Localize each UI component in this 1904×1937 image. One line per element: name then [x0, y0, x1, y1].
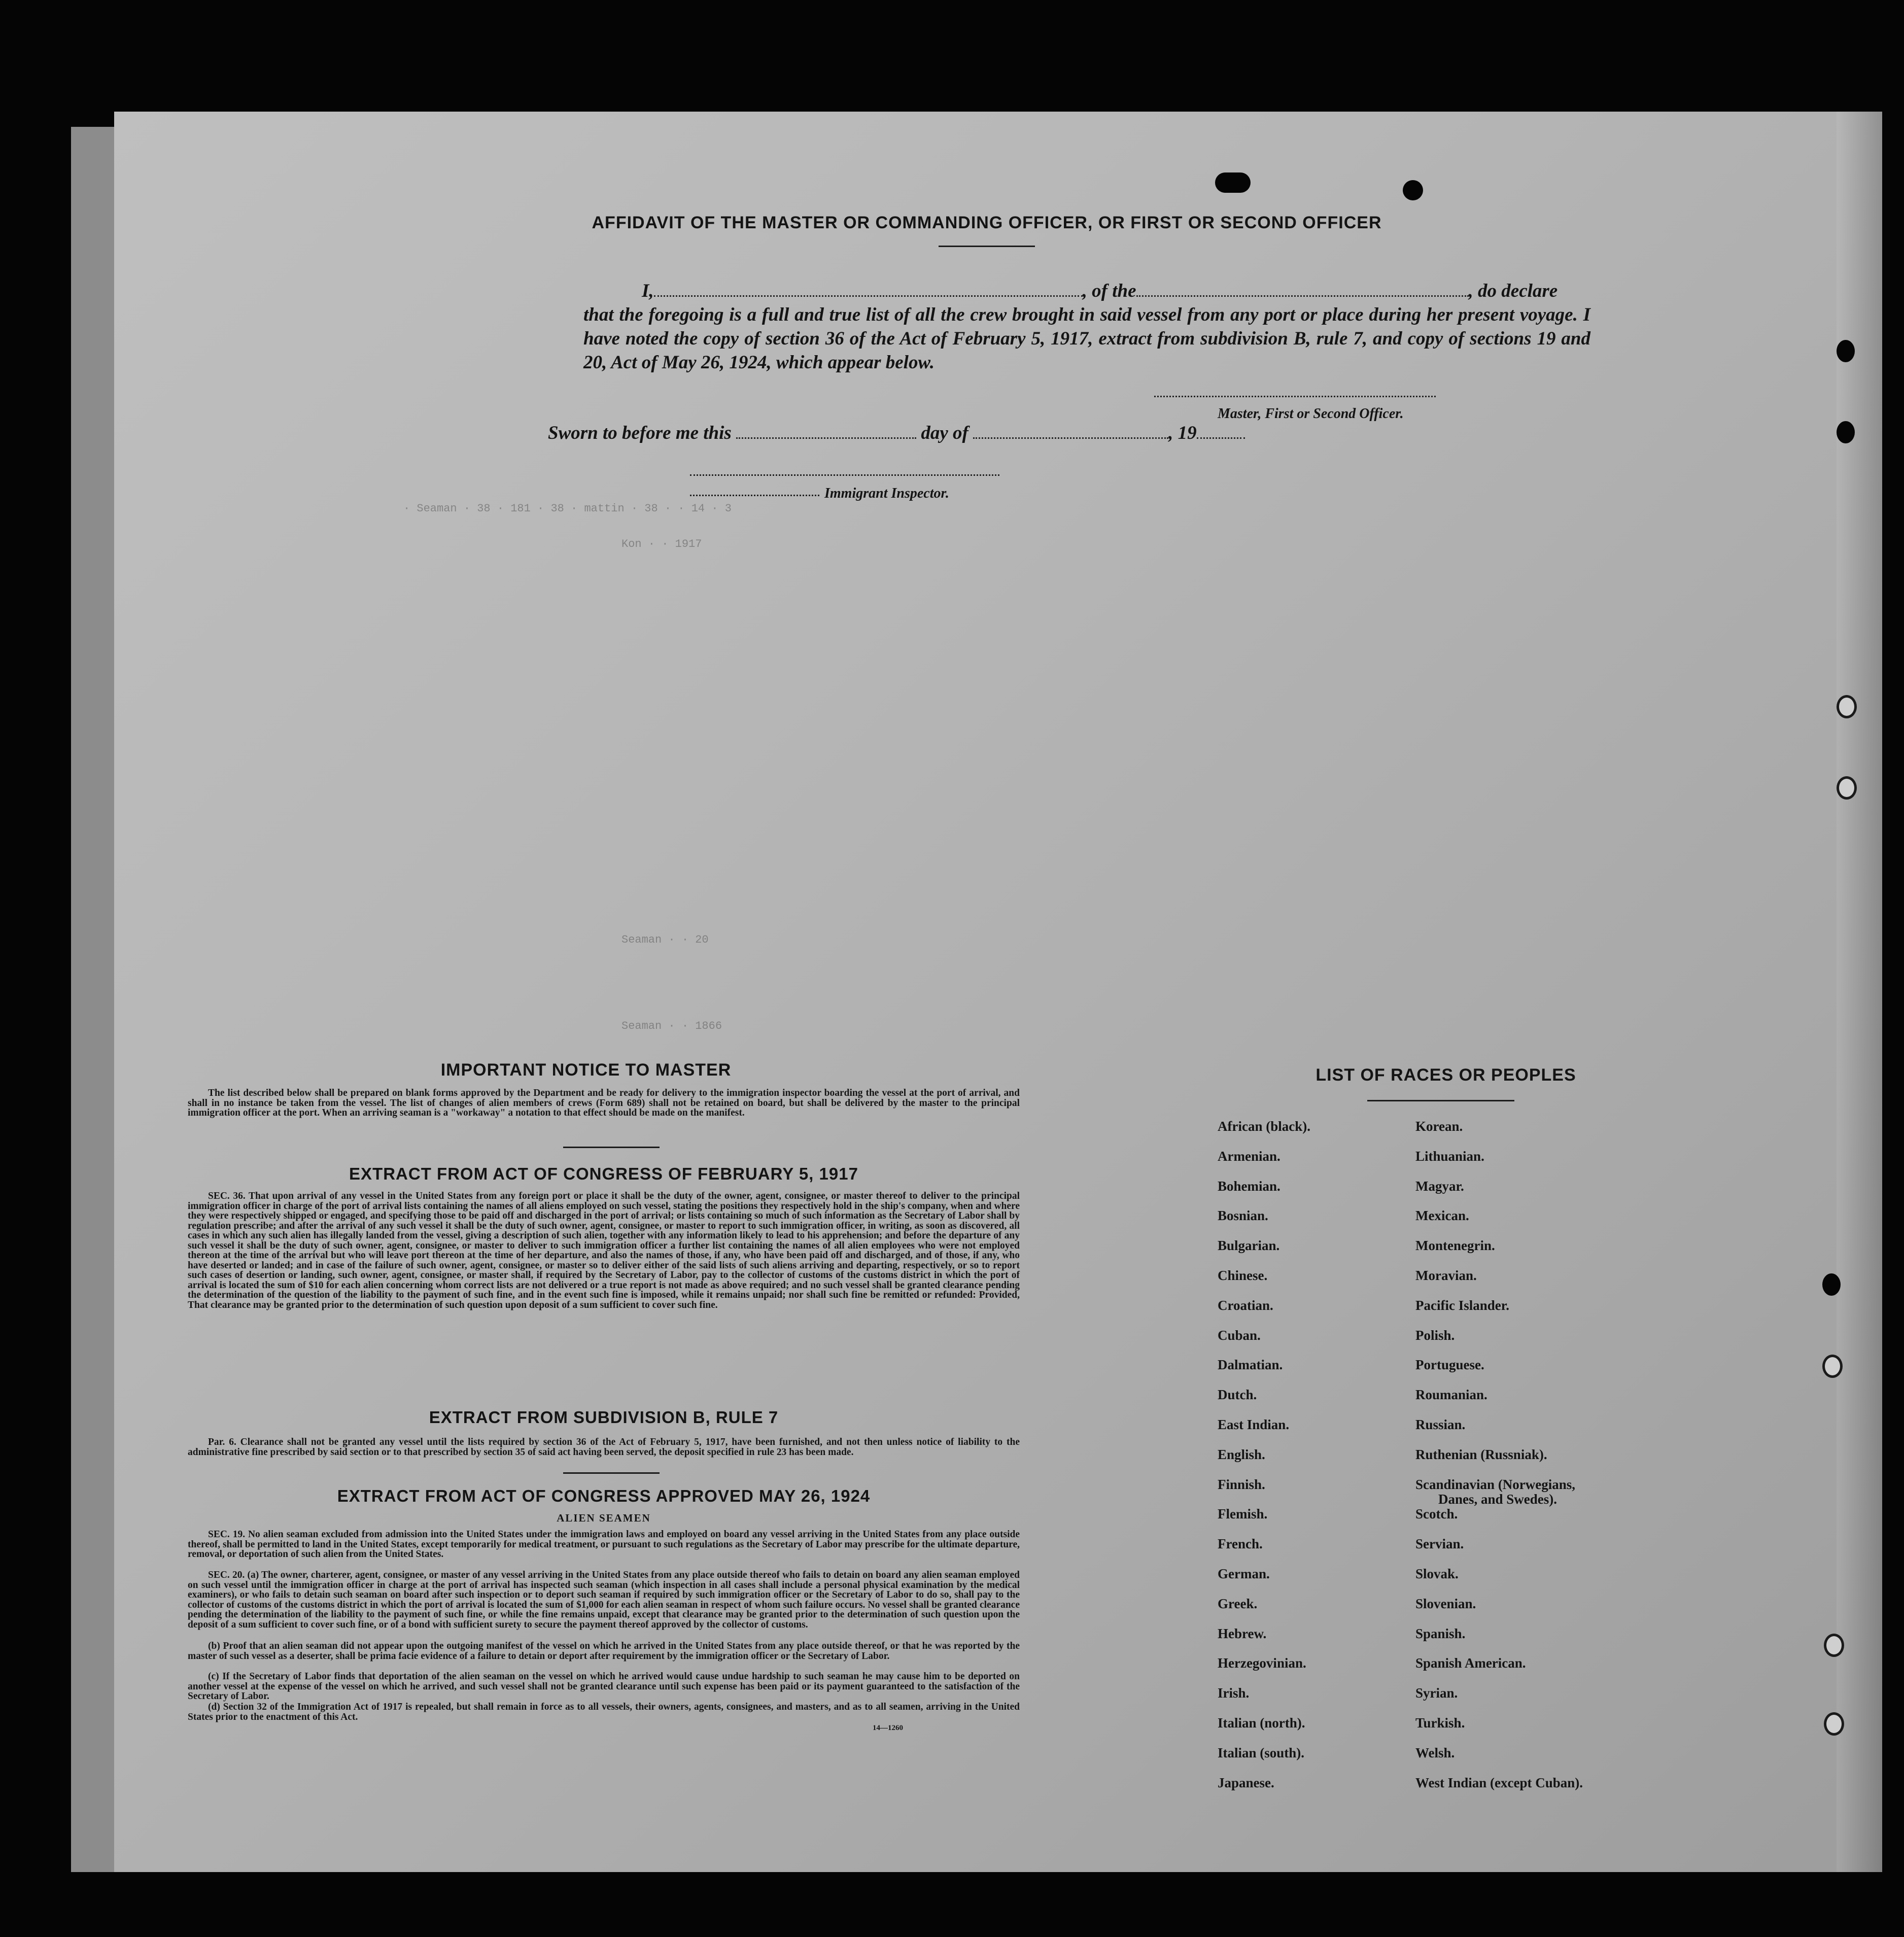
extract-1917-title: EXTRACT FROM ACT OF CONGRESS OF FEBRUARY 5, 1917 — [349, 1164, 858, 1183]
extract-rule7-title: EXTRACT FROM SUBDIVISION B, RULE 7 — [429, 1408, 779, 1427]
race-item: Bosnian. — [1218, 1208, 1268, 1224]
race-item: Korean. — [1415, 1119, 1463, 1134]
race-item: Italian (south). — [1218, 1745, 1305, 1760]
sec20b-body: (b) Proof that an alien seaman did not appear upon the outgoing manifest of the vessel on which he arrived in the United States from any place outside thereof, or that he was reported by the master of such vessel as a deserter, shall be prima facie evidence of a failure to detain or deport after requirement by the immigration officer or the Secretary of Labor. — [188, 1641, 1020, 1662]
race-item: Russian. — [1415, 1417, 1466, 1432]
race-item: Armenian. — [1218, 1148, 1280, 1164]
punch-hole — [1824, 1712, 1844, 1736]
race-item: Chinese. — [1218, 1268, 1268, 1283]
race-item: Japanese. — [1218, 1775, 1274, 1790]
race-item: Pacific Islander. — [1415, 1297, 1509, 1313]
master-signature-line[interactable] — [1154, 396, 1436, 397]
punch-hole — [1837, 421, 1855, 443]
race-item: Dalmatian. — [1218, 1357, 1283, 1373]
race-item: Cuban. — [1218, 1327, 1261, 1343]
race-item: Croatian. — [1218, 1297, 1273, 1313]
race-item: Flemish. — [1218, 1506, 1268, 1522]
affidavit-title: AFFIDAVIT OF THE MASTER OR COMMANDING OFFICER, OR FIRST OR SECOND OFFICER — [592, 213, 1382, 232]
races-title: LIST OF RACES OR PEOPLES — [1316, 1065, 1576, 1085]
race-item: Dutch. — [1218, 1387, 1257, 1403]
race-item: African (black). — [1218, 1119, 1310, 1134]
race-item: Turkish. — [1415, 1715, 1465, 1731]
race-item: Spanish. — [1415, 1625, 1466, 1641]
alien-seamen-subtitle: ALIEN SEAMEN — [557, 1512, 651, 1524]
inspector-signature-line[interactable] — [690, 474, 999, 476]
year-field[interactable] — [1197, 422, 1245, 439]
punch-hole — [1403, 180, 1423, 200]
punch-hole — [1837, 776, 1857, 800]
race-item: Montenegrin. — [1415, 1238, 1495, 1254]
extract-rule7-body: Par. 6. Clearance shall not be granted any vessel until the lists required by section 36 of the Act of February 5, 1917, have been furnished, and not then unless notice of liability to the administrative fine prescribed by said section or to that prescribed by section 35 of said act having been served, the deposit specified in rule 23 has been made. — [188, 1437, 1020, 1458]
month-field[interactable] — [973, 422, 1168, 439]
sec19-body: SEC. 19. No alien seaman excluded from admission into the United States under the immigration laws and employed on board any vessel arriving in the United States from any place outside thereof, shall be permitted to land in the United States, except temporarily for medical treatment, or pursuant to such regulations as the Secretary of Labor may prescribe for the ultimate departure, removal, or deportation of such alien from the United States. — [188, 1529, 1020, 1560]
race-item: English. — [1218, 1446, 1265, 1462]
affidavit-body: that the foregoing is a full and true list of all the crew brought in said vessel from any port or place during her present voyage. I have noted the copy of section 36 of the Act of February 5, 1917, extract from subdivision B, rule 7, and copy of sections 19 and 20, Act of May 26, 1924, which appear below. — [583, 304, 1590, 373]
race-item: German. — [1218, 1566, 1270, 1581]
sec20c-body: (c) If the Secretary of Labor finds that deportation of the alien seaman on the vessel on which he arrived would cause undue hardship to such seaman he may cause him to be deported on another vessel at the expense of the vessel on which he arrived, and such vessel shall not be granted clearance until such expense has been paid or its payment guaranteed to the satisfaction of the Secretary of Labor. — [188, 1671, 1020, 1702]
race-item: Polish. — [1415, 1327, 1455, 1343]
bleed-through-marks: · Seaman · 38 · 181 · 38 · mattin · 38 · · 14 · 3 — [403, 502, 732, 515]
bleed-through-marks: Kon · · 1917 — [621, 538, 702, 550]
sec20d-body: (d) Section 32 of the Immigration Act of 1917 is repealed, but shall remain in force as to all vessels, their owners, agents, consignees, and masters, and as to all seamen, arriving in the United States prior to the enactment of this Act. — [188, 1702, 1020, 1722]
race-item: Greek. — [1218, 1596, 1258, 1611]
race-item: Syrian. — [1415, 1685, 1458, 1701]
race-item: Herzegovinian. — [1218, 1655, 1306, 1671]
race-item: Ruthenian (Russniak). — [1415, 1446, 1547, 1462]
race-item: Mexican. — [1415, 1208, 1469, 1224]
name-field[interactable] — [654, 280, 1083, 297]
race-item: Irish. — [1218, 1685, 1250, 1701]
bleed-through-marks: Seaman · · 20 — [621, 933, 709, 946]
affidavit-text: I, , of the , do declare that the foregoing is a full and true list of all the crew brought in said vessel from any port or place during her present voyage. I have noted the copy of section 36 of the Act of February 5, 1917, extract from subdivision B, rule 7, and copy of sections 19 and 20, Act of May 26, 1924, which appear below. — [583, 279, 1590, 374]
day-field[interactable] — [736, 422, 916, 439]
race-item: Welsh. — [1415, 1745, 1455, 1760]
punch-hole — [1215, 172, 1251, 193]
form-number: 14—1260 — [873, 1724, 903, 1732]
vessel-field[interactable] — [1136, 280, 1469, 297]
master-signature-label: Master, First or Second Officer. — [1218, 406, 1404, 422]
race-item: Slovak. — [1415, 1566, 1459, 1581]
race-item: Bohemian. — [1218, 1178, 1280, 1194]
race-item: Servian. — [1415, 1536, 1464, 1552]
notice-body: The list described below shall be prepared on blank forms approved by the Department and be ready for delivery to the immigration inspector boarding the vessel at the port of arrival, and shall in no instance be taken from the vessel. The list of changes of alien members of crews (Form 689) shall not be retained on board, but shall be delivered by the master to the principal immigration officer at the port. When an arriving seaman is a "workaway" a notation to that effect should be made on the manifest. — [188, 1088, 1020, 1118]
inspector-signature-label: Immigrant Inspector. — [824, 486, 949, 501]
race-item: Hebrew. — [1218, 1625, 1267, 1641]
race-item: Bulgarian. — [1218, 1238, 1280, 1254]
race-item: Finnish. — [1218, 1476, 1265, 1492]
sworn-line: Sworn to before me this day of , 19 — [548, 421, 1360, 445]
race-item: Italian (north). — [1218, 1715, 1305, 1731]
race-item: Lithuanian. — [1415, 1148, 1484, 1164]
race-item: Scandinavian (Norwegians, — [1415, 1476, 1576, 1492]
extract-1917-body: SEC. 36. That upon arrival of any vessel in the United States from any foreign port or place it shall be the duty of the owner, agent, consignee, or master thereof to deliver to the principal immigration officer in charge of the port of arrival lists containing the names of all aliens employed on such vessel, stating the positions they respectively hold in the ship's company, when and where they were respectively shipped or engaged, and specifying those to be paid off and discharged in the port of arrival; or lists containing so much of such information as the Secretary of Labor shall by regulation prescribe; and after the arrival of any such vessel it shall be the duty of such owner, agent, consignee, or master to report to such immigration officer, in writing, as soon as discovered, all cases in which any such alien has illegally landed from the vessel, giving a description of such alien, together with any information likely to lead to his apprehension; and before the departure of any such vessel it shall be the duty of such owner, agent, consignee, or master to deliver to such immigration officer a further list containing the names of all alien employees who were not employed thereon at the time of the arrival but who will leave port thereon at the time of her departure, and also the names of those, if any, who have been paid off and discharged, and of those, if any, who have deserted or landed; and in case of the failure of such owner, agent, consignee, or master so to deliver either of the said lists of such aliens arriving and departing, respectively, or so to report such cases of desertion or landing, such owner, agent, consignee, or master shall, if required by the Secretary of Labor, pay to the collector of customs of the customs district in which the port of arrival is located the sum of $10 for each alien concerning whom correct lists are not delivered or a true report is not made as above required; and no such vessel shall be granted clearance pending the determination of the question of the liability to the payment of such fine, and in the event such fine is imposed, while it remains unpaid; nor shall such fine be remitted or refunded: Provided, That clearance may be granted prior to the determination of such question upon deposit of a sum sufficient to cover such fine. — [188, 1191, 1020, 1310]
extract-1924-title: EXTRACT FROM ACT OF CONGRESS APPROVED MAY 26, 1924 — [337, 1486, 871, 1505]
race-item: Magyar. — [1415, 1178, 1464, 1194]
punch-hole — [1822, 1273, 1841, 1296]
notice-title: IMPORTANT NOTICE TO MASTER — [440, 1060, 732, 1080]
race-item: Scotch. — [1415, 1506, 1458, 1522]
race-item: French. — [1218, 1536, 1263, 1552]
race-item: Portuguese. — [1415, 1357, 1484, 1373]
race-item: East Indian. — [1218, 1417, 1290, 1432]
punch-hole — [1837, 695, 1857, 718]
sec20a-body: SEC. 20. (a) The owner, charterer, agent, consignee, or master of any vessel arriving in the United States from any place outside thereof who fails to detain on board any alien seaman employed on such vessel until the immigration officer in charge at the port of arrival has inspected such seaman (which inspection in all cases shall include a personal physical examination by the medical examiners), or who fails to detain such seaman on board after such inspection or to deport such seaman if required by such immigration officer or the Secretary of Labor to do so, shall pay to the collector of customs of the customs district in which the port of arrival is located the sum of $1,000 for each alien seaman in respect of whom such failure occurs. No vessel shall be granted clearance pending the determination of the liability to the payment of such fine, or while the fine remains unpaid, except that clearance may be granted prior to the determination of such question upon the deposit of a sum sufficient to cover such fine, or of a bond with sufficient surety to secure the payment thereof approved by the collector of customs. — [188, 1570, 1020, 1630]
race-item: Moravian. — [1415, 1268, 1477, 1283]
punch-hole — [1822, 1355, 1843, 1378]
manifest-sheet — [114, 112, 1882, 1872]
race-item: Roumanian. — [1415, 1387, 1487, 1403]
bleed-through-marks: Seaman · · 1866 — [621, 1020, 722, 1032]
punch-hole — [1837, 340, 1855, 362]
punch-hole — [1824, 1634, 1844, 1657]
race-item: West Indian (except Cuban). — [1415, 1775, 1583, 1790]
race-item-continuation: Danes, and Swedes). — [1438, 1491, 1557, 1507]
race-item: Slovenian. — [1415, 1596, 1476, 1611]
race-item: Spanish American. — [1415, 1655, 1526, 1671]
